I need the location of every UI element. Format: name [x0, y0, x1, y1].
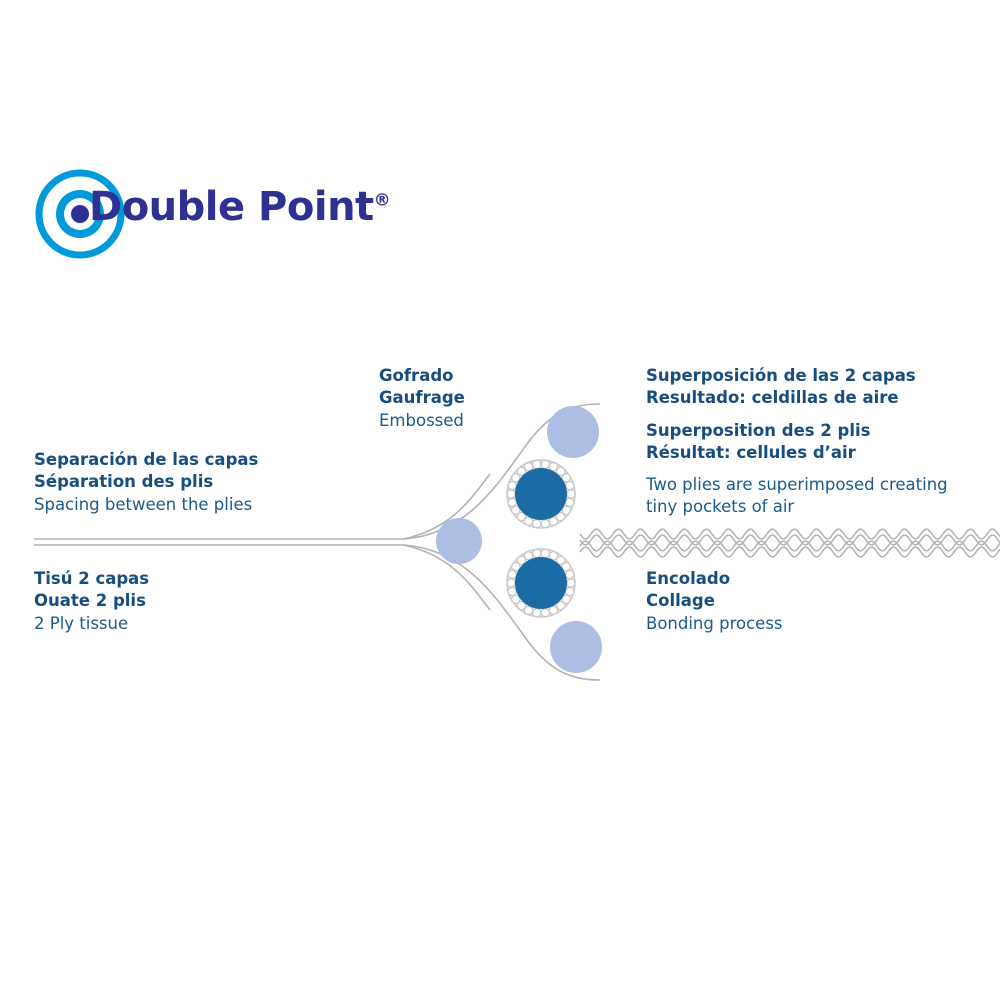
label-bonding-en: Bonding process — [646, 613, 783, 633]
label-embossed-en: Embossed — [379, 410, 464, 430]
label-superposition-fr-line2: Résultat: cellules d’air — [646, 442, 856, 462]
label-bonding — [646, 568, 976, 635]
label-embossed-es: Gofrado — [379, 366, 454, 385]
label-embossed — [379, 365, 619, 432]
label-superposition-es-line2: Resultado: celdillas de aire — [646, 388, 899, 408]
label-tissue-es: Tisú 2 capas — [34, 569, 150, 588]
label-separation-es: Separación de las capas — [34, 450, 259, 469]
label-superposition — [646, 365, 996, 519]
center-ply-roller — [436, 518, 482, 564]
label-superposition-fr-line1: Superposition des 2 plis — [646, 420, 871, 440]
label-embossed-fr: Gaufrage — [379, 388, 465, 408]
lower-ply-roller — [550, 621, 602, 673]
label-superposition-en-line1: Two plies are superimposed creating — [646, 475, 948, 495]
label-separation-fr: Séparation des plis — [34, 472, 214, 492]
label-superposition-es-line1: Superposición de las 2 capas — [646, 366, 916, 385]
label-superposition-en-line2: tiny pockets of air — [646, 497, 795, 517]
embossed-sheet-waves — [580, 529, 1000, 557]
upper-embossing-gear — [507, 460, 575, 528]
registered-trademark-symbol: ® — [373, 190, 391, 211]
label-separation-of-plies — [34, 449, 364, 516]
label-2-ply-tissue — [34, 568, 364, 635]
lower-embossing-gear — [507, 549, 575, 617]
label-tissue-en: 2 Ply tissue — [34, 613, 129, 633]
label-separation-en: Spacing between the plies — [34, 494, 253, 514]
brand-name-text: Double Point — [89, 184, 374, 230]
label-tissue-fr: Ouate 2 plis — [34, 591, 146, 611]
flat-sheet-lines — [34, 539, 404, 545]
label-bonding-es: Encolado — [646, 569, 731, 588]
label-bonding-fr: Collage — [646, 591, 715, 611]
